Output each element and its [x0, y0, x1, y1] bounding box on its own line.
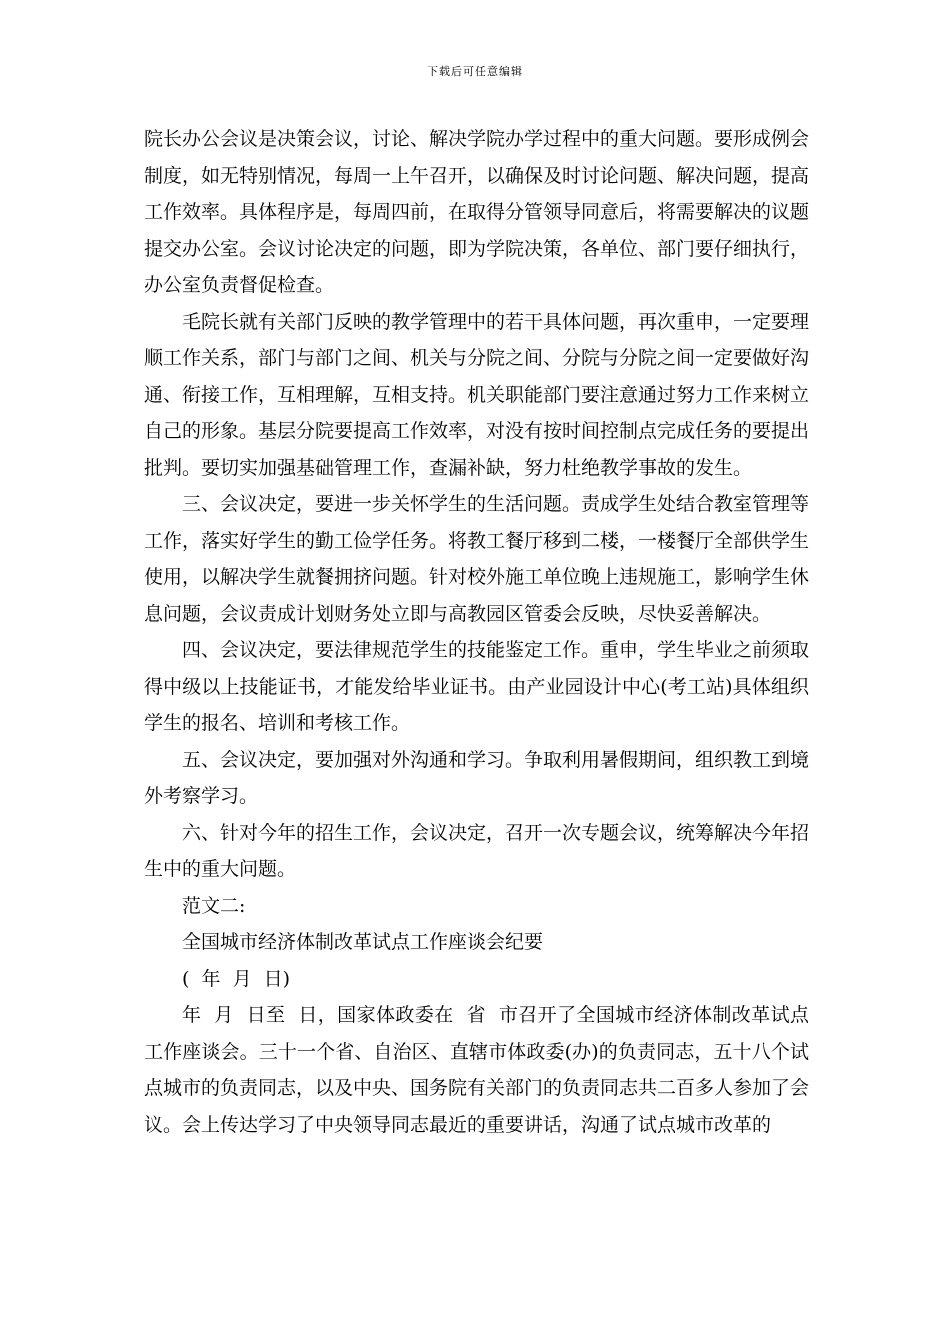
page-header: 下载后可任意编辑 — [427, 65, 523, 78]
section-label: 范文二: — [182, 894, 246, 917]
section-date: ( 年 月 日) — [182, 967, 291, 990]
document-body — [144, 121, 809, 1143]
paragraph-1: 院长办公会议是决策会议，讨论、解决学院办学过程中的重大问题。要形成例会制度，如无特别情况，每周一上午召开，以确保及时讨论问题、解决问题，提高工作效率。具体程序是，每周四前，在取得分管领导同意后，将需要解决的议题提交办公室。会议讨论决定的问题，即为学院决策，各单位、部门要仔细执行，办公室负责督促检查。 — [144, 128, 810, 296]
paragraph-7: 年 月 日至 日，国家体政委在 省 市召开了全国城市经济体制改革试点工作座谈会。三十一个省、自治区、直辖市体政委(办)的负责同志，五十八个试点城市的负责同志，以及中央、国务院有关部门的负责同志共二百多人参加了会议。会上传达学习了中央领导同志最近的重要讲话，沟通了试点城市改革的 — [144, 1004, 810, 1136]
paragraph-3: 三、会议决定，要进一步关怀学生的生活问题。责成学生处结合教室管理等工作，落实好学生的勤工俭学任务。将教工餐厅移到二楼，一楼餐厅全部供学生使用，以解决学生就餐拥挤问题。针对校外施工单位晚上违规施工，影响学生休息问题，会议责成计划财务处立即与高教园区管委会反映，尽快妥善解决。 — [144, 493, 810, 625]
paragraph-6: 六、针对今年的招生工作，会议决定，召开一次专题会议，统筹解决今年招生中的重大问题。 — [144, 821, 810, 880]
section-title: 全国城市经济体制改革试点工作座谈会纪要 — [182, 931, 544, 953]
paragraph-5: 五、会议决定，要加强对外沟通和学习。争取利用暑假期间，组织教工到境外考察学习。 — [144, 748, 810, 807]
paragraph-4: 四、会议决定，要法律规范学生的技能鉴定工作。重申，学生毕业之前须取得中级以上技能证书，才能发给毕业证书。由产业园设计中心(考工站)具体组织学生的报名、培训和考核工作。 — [144, 639, 810, 734]
paragraph-2: 毛院长就有关部门反映的教学管理中的若干具体问题，再次重申，一定要理顺工作关系，部门与部门之间、机关与分院之间、分院与分院之间一定要做好沟通、衔接工作，互相理解，互相支持。机关职能部门要注意通过努力工作来树立自己的形象。基层分院要提高工作效率，对没有按时间控制点完成任务的要提出批判。要切实加强基础管理工作，查漏补缺，努力杜绝教学事故的发生。 — [144, 310, 810, 479]
